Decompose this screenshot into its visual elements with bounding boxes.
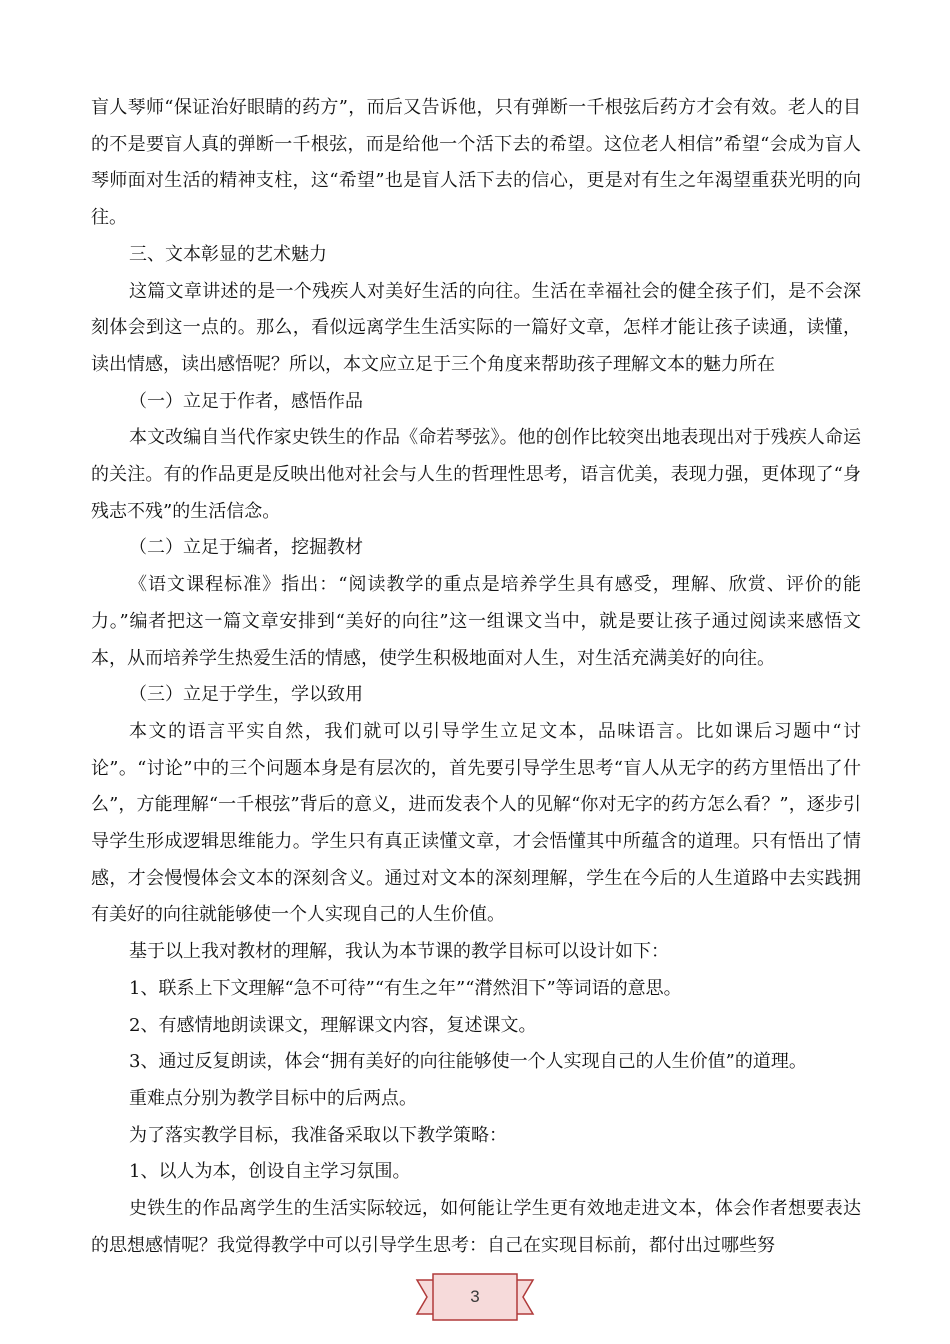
subheading-2: （二）立足于编者，挖掘教材 [129,537,363,559]
paragraph-2: 这篇文章讲述的是一个残疾人对美好生活的向往。生活在幸福社会的健全孩子们，是不会深刻体会到这一点的。那么，看似远离学生生活实际的一篇好文章，怎样才能让孩子读通，读懂，读出情感，读出感悟呢？所以，本文应立足于三个角度来帮助孩子理解文本的魅力所在 [91,280,861,375]
strategy-item-1: 1、以人为本，创设自主学习氛围。 [129,1161,411,1183]
paragraph-9: 史铁生的作品离学生的生活实际较远，如何能让学生更有效地走进文本，体会作者想要表达的思想感情呢？我觉得教学中可以引导学生思考：自己在实现目标前，都付出过哪些努 [91,1198,861,1256]
subheading-3: （三）立足于学生，学以致用 [129,684,363,706]
paragraph-7: 重难点分别为教学目标中的后两点。 [129,1087,417,1109]
page-number: 3 [470,1287,480,1306]
subheading-1: （一）立足于作者，感悟作品 [129,390,363,412]
goal-item-3: 3、通过反复朗读，体会“拥有美好的向往能够使一个人实现自己的人生价值”的道理。 [129,1051,807,1073]
goal-item-1: 1、联系上下文理解“急不可待”“有生之年”“潸然泪下”等词语的意思。 [129,977,682,999]
goal-item-2: 2、有感情地朗读课文，理解课文内容，复述课文。 [129,1014,537,1036]
paragraph-1: 盲人琴师“保证治好眼睛的药方”，而后又告诉他，只有弹断一千根弦后药方才会有效。老人的目的不是要盲人真的弹断一千根弦，而是给他一个活下去的希望。这位老人相信”希望“会成为盲人琴师面对生活的精神支柱，这“希望”也是盲人活下去的信心，更是对有生之年渴望重获光明的向往。 [91,97,861,229]
paragraph-4: 《语文课程标准》指出：“阅读教学的重点是培养学生具有感受，理解、欣赏、评价的能力。”编者把这一篇文章安排到“美好的向往”这一组课文当中，就是要让孩子通过阅读来感悟文本，从而培养学生热爱生活的情感，使学生积极地面对人生，对生活充满美好的向往。 [91,574,861,669]
paragraph-8: 为了落实教学目标，我准备采取以下教学策略： [129,1124,507,1146]
paragraph-5: 本文的语言平实自然，我们就可以引导学生立足文本，品味语言。比如课后习题中“讨论”。“讨论”中的三个问题本身是有层次的，首先要引导学生思考“盲人从无字的药方里悟出了什么”，方能理解“一千根弦”背后的意义，进而发表个人的见解“你对无字的药方怎么看？”，逐步引导学生形成逻辑思维能力。学生只有真正读懂文章，才会悟懂其中所蕴含的道理。只有悟出了情感，才会慢慢体会文本的深刻含义。通过对文本的深刻理解，学生在今后的人生道路中去实践拥有美好的向往就能够使一个人实现自己的人生价值。 [91,720,861,926]
paragraph-6: 基于以上我对教材的理解，我认为本节课的教学目标可以设计如下： [129,941,669,963]
document-body [91,90,861,1265]
section-heading-3: 三、文本彰显的艺术魅力 [129,243,327,265]
paragraph-3: 本文改编自当代作家史铁生的作品《命若琴弦》。他的创作比较突出地表现出对于残疾人命运的关注。有的作品更是反映出他对社会与人生的哲理性思考，语言优美，表现力强，更体现了“身残志不残”的生活信念。 [91,427,861,522]
